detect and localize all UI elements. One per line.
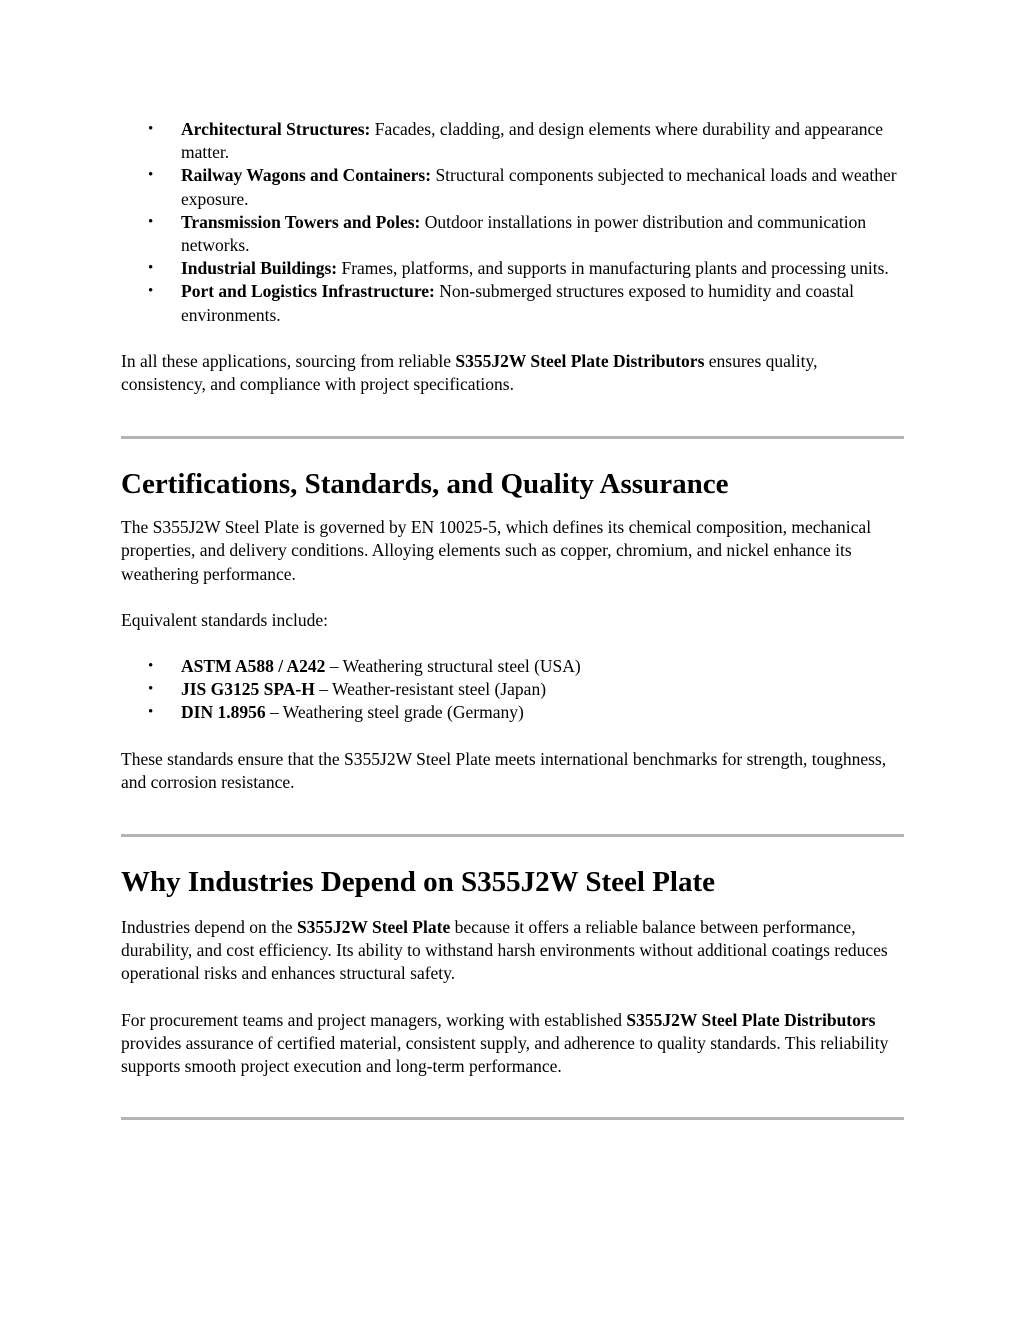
applications-summary: In all these applications, sourcing from reliable S355J2W Steel Plate Distributors ensures quality, consistency, and compliance with project specifications. [121, 350, 818, 395]
applications-list [121, 118, 905, 327]
list-item [121, 701, 905, 724]
list-item [121, 164, 905, 210]
standard-desc: – Weathering structural steel (USA) [325, 656, 581, 677]
standards-list [121, 655, 905, 725]
bullet-icon: • [148, 658, 154, 675]
bullet-icon: • [148, 704, 154, 721]
section-divider [121, 436, 904, 439]
list-item-text: Outdoor installations in power distribution and communication networks. [181, 211, 867, 256]
list-item [121, 211, 905, 257]
bullet-icon: • [148, 167, 154, 184]
standard-code: DIN 1.8956 [181, 702, 266, 723]
standard-desc: – Weathering steel grade (Germany) [265, 702, 524, 723]
bullet-icon: • [148, 213, 154, 230]
document-page [121, 118, 905, 1120]
list-item-text: Non-submerged structures exposed to humidity and coastal environments. [181, 281, 854, 325]
equivalents-label: Equivalent standards include: [121, 609, 329, 630]
section-divider [121, 834, 904, 837]
bullet-icon: • [148, 283, 154, 300]
certifications-closing: These standards ensure that the S355J2W Steel Plate meets international benchmarks for strength, toughness, and corrosion resistance. [121, 748, 887, 792]
list-item-text: Facades, cladding, and design elements where durability and appearance matter. [181, 119, 884, 163]
list-item-text: Frames, platforms, and supports in manufacturing plants and processing units. [337, 258, 889, 279]
why-heading: Why Industries Depend on S355J2W Steel Plate [121, 866, 716, 899]
list-item [121, 118, 905, 164]
bullet-icon: • [148, 121, 154, 137]
list-item-text: Structural components subjected to mechanical loads and weather exposure. [181, 165, 897, 209]
section-divider [121, 1117, 904, 1120]
list-item-title: Architectural Structures: [181, 119, 371, 139]
standard-code: JIS G3125 SPA-H [181, 679, 315, 700]
standard-code: ASTM A588 / A242 [181, 656, 326, 677]
list-item-title: Port and Logistics Infrastructure: [181, 281, 435, 302]
bullet-icon: • [148, 681, 154, 698]
list-item [121, 678, 905, 701]
why-paragraph-2: For procurement teams and project managers, working with established S355J2W Steel Plate Distributors provides assurance of certified material, consistent supply, and adherence to quality standards. This reliability supports smooth project execution and long-term performance. [121, 1009, 889, 1077]
list-item [121, 257, 905, 280]
list-item-title: Transmission Towers and Poles: [181, 211, 421, 232]
list-item [121, 655, 905, 678]
list-item [121, 280, 905, 326]
certifications-heading: Certifications, Standards, and Quality Assurance [121, 468, 729, 501]
bullet-icon: • [148, 260, 154, 277]
standard-desc: – Weather-resistant steel (Japan) [314, 679, 547, 700]
certifications-intro: The S355J2W Steel Plate is governed by EN 10025-5, which defines its chemical composition, mechanical properties, and delivery conditions. Alloying elements such as copper, chromium, and nickel enhance its weathering performance. [121, 517, 872, 584]
why-paragraph-1: Industries depend on the S355J2W Steel Plate because it offers a reliable balance between performance, durability, and cost efficiency. Its ability to withstand harsh environments without additional coatings reduces operational risks and enhances structural safety. [121, 917, 888, 984]
list-item-title: Industrial Buildings: [181, 258, 338, 279]
list-item-title: Railway Wagons and Containers: [181, 165, 432, 186]
